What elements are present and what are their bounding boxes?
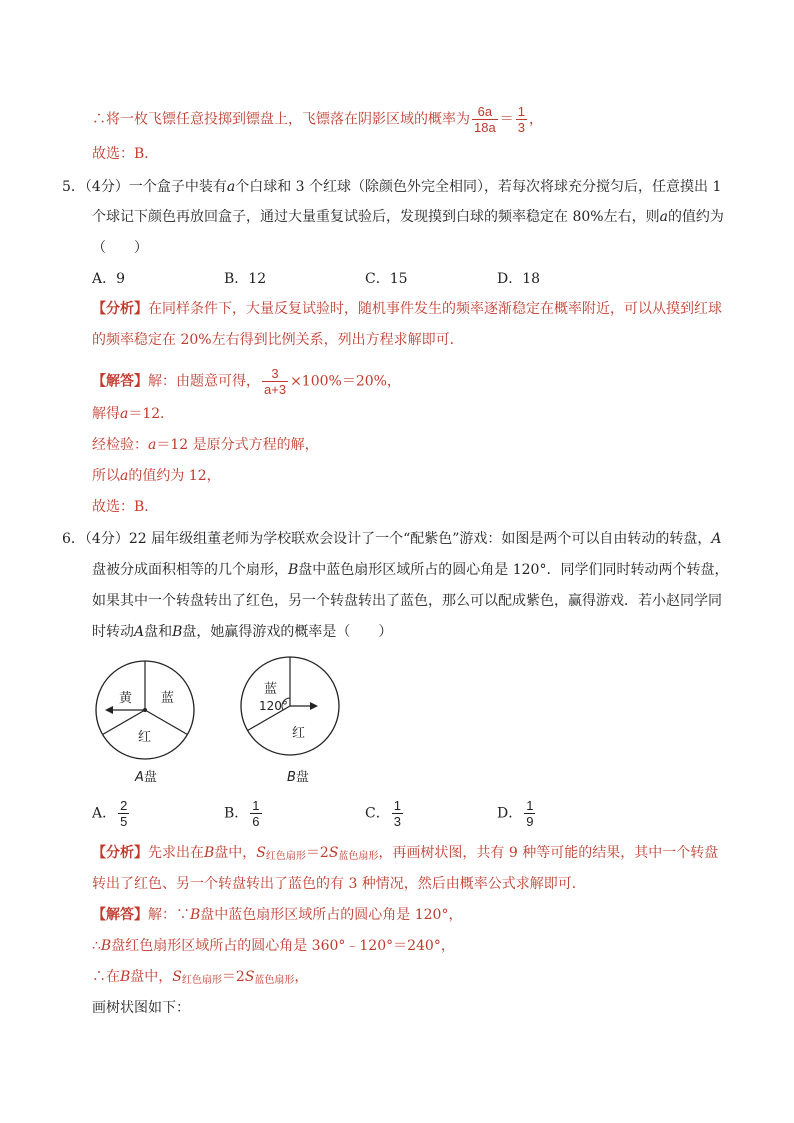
frac-den: 9 (526, 814, 534, 829)
frac-den: 18a (474, 120, 496, 135)
solution-text: 的值约为 12， (128, 468, 221, 484)
option-letter: D． (497, 805, 523, 822)
option-value: 12 (248, 271, 267, 287)
option-fraction (392, 798, 403, 829)
solution-text: ＝2 (221, 969, 245, 985)
q6-analysis-1 (92, 843, 718, 867)
var-A: A (134, 624, 145, 640)
q5-number: 5． (62, 179, 85, 195)
var-A: A (135, 770, 144, 785)
solution-text: ×100%＝20%， (290, 373, 401, 390)
frac-num: 1 (252, 798, 260, 813)
frac-num: 1 (526, 798, 534, 813)
subscript-blue-sector: 蓝色扇形 (338, 851, 379, 862)
arrow-right-icon (310, 702, 318, 710)
q6-text: 时转动 (92, 624, 134, 640)
q5-option-d[interactable] (497, 269, 540, 289)
q5-answer: 故选：B． (92, 499, 159, 515)
wheel-a (96, 661, 194, 785)
var-a: a (120, 468, 129, 484)
wheel-b-label-blue: 蓝 (264, 682, 278, 697)
q5-option-c[interactable] (365, 269, 408, 289)
solution-text: 盘中， (130, 969, 173, 985)
q5-line2 (92, 207, 724, 227)
fraction-3-a-plus-3 (262, 366, 288, 397)
q6-line4 (92, 622, 392, 642)
var-S: S (244, 969, 255, 985)
q5-solve (92, 404, 174, 424)
frac-den: a+3 (264, 382, 287, 397)
q5-text: 一个盒子中装有 (128, 179, 227, 195)
option-letter: B． (224, 271, 249, 287)
option-letter: A． (92, 271, 117, 287)
frac-den: 3 (517, 120, 525, 135)
analysis-text: 先求出在 (148, 845, 204, 861)
solution-text: ∴ (92, 938, 101, 954)
option-value: 18 (522, 271, 541, 287)
fraction-1-3 (516, 104, 527, 135)
solution-text: ， (294, 969, 309, 985)
var-A: A (711, 531, 722, 547)
q6-option-d[interactable] (497, 798, 537, 829)
wheel-b-angle-label: 120° (259, 699, 288, 713)
analysis-text: 盘中， (214, 845, 257, 861)
option-letter: B． (224, 805, 249, 822)
var-S: S (172, 969, 182, 985)
q6-solution-2 (92, 936, 455, 956)
solution-text: 所以 (92, 468, 120, 484)
var-a: a (120, 406, 129, 422)
frac-num: 6a (472, 104, 498, 120)
q6-solution-3 (92, 967, 308, 991)
option-letter: A． (92, 805, 117, 822)
q5-analysis-2: 的频率稳定在 20%左右得到比例关系，列出方程求解即可． (92, 332, 464, 348)
q5-line1 (62, 177, 721, 197)
wheel-b-caption (287, 770, 309, 785)
analysis-text: ＝2 (305, 845, 329, 861)
subscript-red-sector: 红色扇形 (265, 851, 306, 862)
option-letter: C． (365, 271, 390, 287)
q5-so (92, 466, 221, 486)
q5-score: （4分） (84, 179, 129, 195)
q6-analysis-2: 转出了红色、另一个转盘转出了蓝色的有 3 种情况，然后由概率公式求解即可． (92, 876, 586, 892)
q6-option-a[interactable] (92, 798, 131, 829)
analysis-tag: 【分析】 (92, 845, 148, 861)
var-S: S (328, 845, 339, 861)
q6-text: 盘和 (144, 624, 173, 640)
q5-text: 个白球和 3 个红球（除颜色外完全相同），若每次将球充分搅匀后，任意摸出 1 (235, 179, 722, 195)
frac-den: 5 (120, 814, 128, 829)
wheel-a-label-red: 红 (138, 730, 152, 745)
solution-text: 解：∵ (148, 907, 190, 923)
q6-option-b[interactable] (224, 798, 264, 829)
q6-option-c[interactable] (365, 798, 405, 829)
arrow-left-icon (105, 706, 113, 714)
q6-tree-caption: 画树状图如下： (92, 1000, 190, 1016)
q5-text: 个球记下颜色再放回盒子，通过大量重复试验后，发现摸到白球的频率稳定在 80%左右，则 (92, 209, 660, 225)
frac-num: 1 (517, 104, 525, 119)
comma: ， (528, 111, 543, 128)
frac-num: 3 (262, 366, 288, 382)
var-B: B (120, 969, 131, 985)
subscript-red-sector: 红色扇形 (181, 975, 222, 986)
solution-text: 经检验： (92, 437, 148, 453)
analysis-tag: 【分析】 (92, 301, 148, 317)
q5-analysis-1 (92, 299, 722, 319)
option-value: 15 (389, 271, 408, 287)
q5-text: 的值约为 (667, 209, 724, 225)
solution-text: 盘中蓝色扇形区域所占的圆心角是 120°， (200, 907, 463, 923)
solution-text: ∴在 (92, 969, 120, 985)
prev-answer: 故选：B． (92, 146, 159, 162)
q6-line1 (62, 529, 722, 549)
frac-num: 1 (393, 798, 401, 813)
var-a: a (226, 179, 236, 195)
q5-paren: （ ） (92, 240, 148, 256)
option-fraction (524, 798, 535, 829)
var-B: B (190, 907, 201, 923)
q6-number: 6． (62, 531, 85, 547)
q6-line3: 如果其中一个转盘转出了红色，另一个转盘转出了蓝色，那么可以配成紫色，赢得游戏．若小赵同学同 (92, 593, 722, 609)
var-B: B (100, 938, 112, 954)
wheel-a-divider (145, 710, 187, 735)
caption-text: 盘 (295, 770, 309, 785)
var-B: B (172, 624, 183, 640)
caption-text: 盘 (143, 770, 157, 785)
var-a: a (148, 437, 157, 453)
option-letter: C． (365, 805, 390, 822)
solution-tag: 【解答】 (92, 373, 148, 390)
wheel-b-label-red: 红 (292, 726, 306, 741)
var-S: S (256, 845, 266, 861)
var-B: B (204, 845, 215, 861)
analysis-text: 在同样条件下，大量反复试验时，随机事件发生的频率逐渐稳定在概率附近，可以从摸到红球 (148, 301, 722, 317)
wheel-a-center (143, 708, 147, 712)
q6-text: 盘被分成面积相等的几个扇形， (92, 562, 288, 578)
solution-tag: 【解答】 (92, 907, 148, 923)
solution-text: 解：由题意可得， (148, 373, 260, 390)
fraction-6a-18a (472, 104, 498, 135)
q6-line2 (92, 560, 728, 580)
q5-option-a[interactable] (92, 269, 125, 289)
solution-text: 盘红色扇形区域所占的圆心角是 360°﹣120°＝240°， (111, 938, 455, 954)
subscript-blue-sector: 蓝色扇形 (254, 975, 295, 986)
equals-sign: ＝ (499, 111, 514, 128)
solution-text: ＝12． (128, 406, 175, 422)
wheel-a-caption (134, 770, 157, 785)
spinner-figure (85, 655, 415, 795)
option-fraction (250, 798, 261, 829)
analysis-text: ，再画树状图，共有 9 种等可能的结果，其中一个转盘 (378, 845, 719, 861)
var-a: a (659, 209, 668, 225)
var-B: B (287, 770, 296, 785)
solution-text: ＝12 是原分式方程的解， (156, 437, 319, 453)
q5-option-b[interactable] (224, 269, 266, 289)
q6-solution-1 (92, 905, 462, 925)
prev-conclusion-text: ∴将一枚飞镖任意投掷到镖盘上，飞镖落在阴影区域的概率为 (92, 111, 470, 128)
option-fraction (118, 798, 129, 829)
q5-solution-1 (92, 366, 401, 397)
option-value: 9 (116, 271, 126, 287)
prev-conclusion (92, 104, 543, 135)
wheel-b (241, 657, 339, 785)
wheel-a-label-yellow: 黄 (119, 691, 133, 706)
var-B: B (288, 562, 299, 578)
frac-den: 3 (393, 814, 401, 829)
q5-check (92, 435, 319, 455)
frac-num: 2 (120, 798, 128, 813)
q6-text: 22 届年级组董老师为学校联欢会设计了一个“配紫色”游戏：如图是两个可以自由转动的转盘， (128, 531, 712, 547)
option-letter: D． (497, 271, 523, 287)
q6-text: 盘中蓝色扇形区域所占的圆心角是 120°．同学们同时转动两个转盘， (298, 562, 729, 578)
q6-score: （4分） (84, 531, 129, 547)
solution-text: 解得 (92, 406, 120, 422)
frac-den: 6 (252, 814, 260, 829)
wheel-a-label-blue: 蓝 (161, 691, 175, 706)
q6-text: 盘，她赢得游戏的概率是（ ） (182, 624, 393, 640)
